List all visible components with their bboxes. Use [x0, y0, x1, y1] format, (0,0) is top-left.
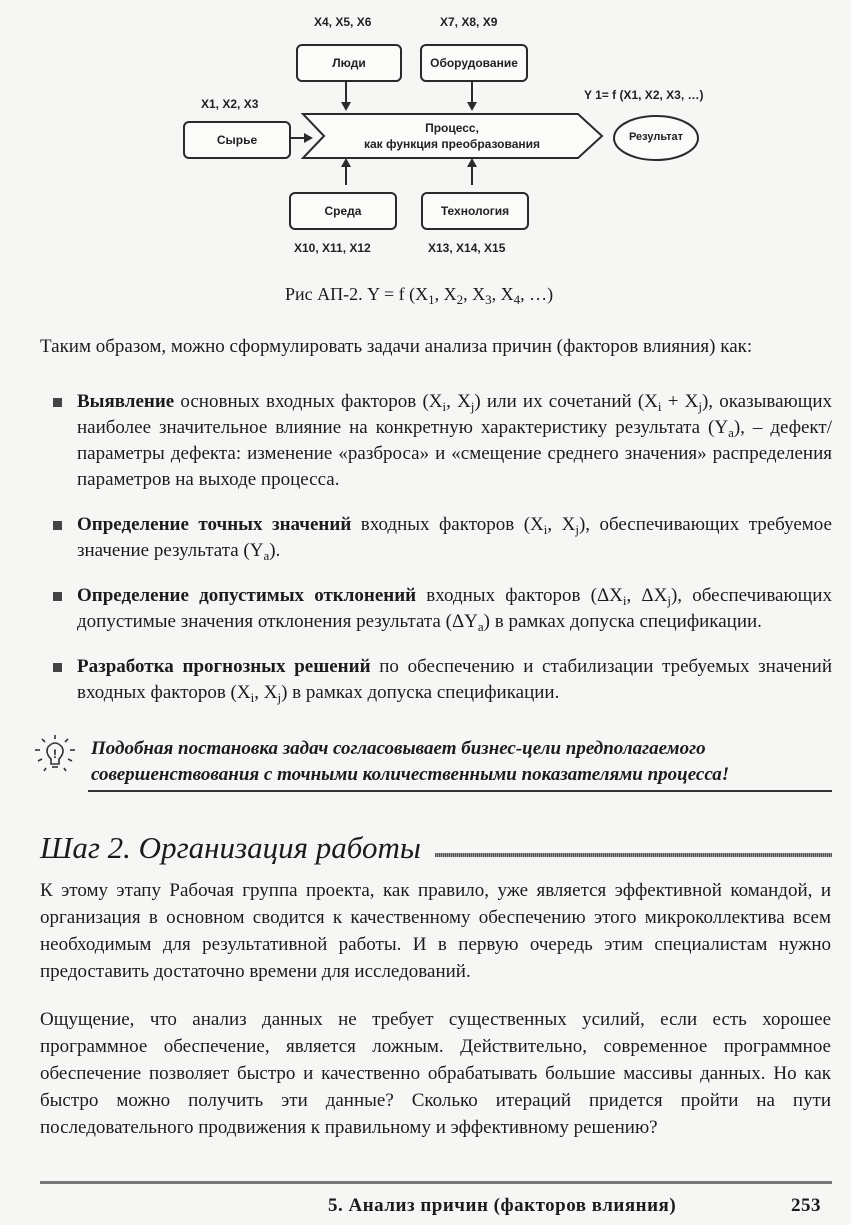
- process-label-line1: Процесс,: [425, 121, 479, 135]
- arrowhead-raw: [304, 133, 313, 143]
- heading-rule: [435, 853, 832, 857]
- tasks-list: [40, 389, 832, 725]
- result-label: Результат: [628, 131, 684, 143]
- box-environment: Среда: [289, 192, 397, 230]
- box-equipment: Оборудование: [420, 44, 528, 82]
- inputs-top-right-label: X7, X8, X9: [440, 15, 498, 29]
- box-raw-material: Сырье: [183, 121, 291, 159]
- note-underline: [88, 790, 832, 792]
- box-technology: Технология: [421, 192, 529, 230]
- list-item: Определение допустимых отклонений входных факторов ($\Delta X_i$, $\Delta X_j$), обеспечивающих допустимые значения отклонения результата $(\Delta Y_a)$ в рамках допуска спецификации.: [40, 583, 832, 635]
- box-people: Люди: [296, 44, 402, 82]
- list-item: Выявление основных входных факторов ($X_i$, $X_j$) или их сочетаний $(X_i + X_j)$, оказывающих наиболее значительное влияние на конкретную характеристику результата $(Y_a)$, – дефект/параметры дефекта: изменение «разброса» и «смещение среднего значения» распределения параметров на выходе процесса.: [40, 389, 832, 493]
- arrowhead-technology: [467, 158, 477, 167]
- output-formula-label: Y 1= f (X1, X2, X3, …): [584, 88, 704, 102]
- bullet-icon: [53, 521, 62, 530]
- bullet-icon: [53, 592, 62, 601]
- section-heading: Шаг 2. Организация работы: [40, 830, 421, 865]
- key-note: Подобная постановка задач согласовывает бизнес-цели предполагаемого совершенствования с точными количественными показателями процесса!: [91, 738, 730, 785]
- list-item: Определение точных значений входных факторов ($X_i$, $X_j$), обеспечивающих требуемое значение результата $(Y_a)$.: [40, 512, 832, 564]
- inputs-left-label: X1, X2, X3: [201, 97, 259, 111]
- lightbulb-icon: [30, 733, 80, 779]
- figure-caption: Рис АП-2. Y = f ($X_1$, $X_2$, $X_3$, $X_4$, …): [285, 284, 554, 307]
- process-label-line2: как функция преобразования: [363, 137, 541, 151]
- footer-chapter-title: 5. Анализ причин (факторов влияния): [328, 1195, 677, 1216]
- paragraph-2: Ощущение, что анализ данных не требует существенных усилий, если есть хорошее программное обеспечение, является ложным. Действительно, современное программное обеспечение позволяет быстро и качественно обрабатывать большие массивы данных. Но как быстро можно получить эти данные? Сколько итераций придется пройти на пути последовательного продвижения к правильному и эффективному решению?: [40, 1009, 831, 1138]
- inputs-bottom-right-label: X13, X14, X15: [428, 241, 506, 255]
- paragraph-1: К этому этапу Рабочая группа проекта, как правило, уже является эффективной командой, и организация в основном сводится к качественному обеспечению этого микроколлектива всем необходимым для результативной работы. И в первую очередь этим специалистам нужно предоставить достаточно времени для исследований.: [40, 880, 831, 982]
- page-number: 253: [791, 1195, 821, 1216]
- intro-paragraph: Таким образом, можно сформулировать задачи анализа причин (факторов влияния) как:: [40, 336, 753, 357]
- arrowhead-equipment: [467, 102, 477, 111]
- arrowhead-people: [341, 102, 351, 111]
- inputs-top-left-label: X4, X5, X6: [314, 15, 372, 29]
- inputs-bottom-left-label: X10, X11, X12: [294, 241, 371, 255]
- footer-rule: [40, 1181, 832, 1184]
- bullet-icon: [53, 663, 62, 672]
- process-label: [324, 120, 580, 152]
- bullet-icon: [53, 398, 62, 407]
- arrowhead-environment: [341, 158, 351, 167]
- svg-text:!: !: [53, 747, 57, 761]
- list-item: Разработка прогнозных решений по обеспечению и стабилизации требуемых значений входных факторов ($X_i$, $X_j$) в рамках допуска спецификации.: [40, 654, 832, 706]
